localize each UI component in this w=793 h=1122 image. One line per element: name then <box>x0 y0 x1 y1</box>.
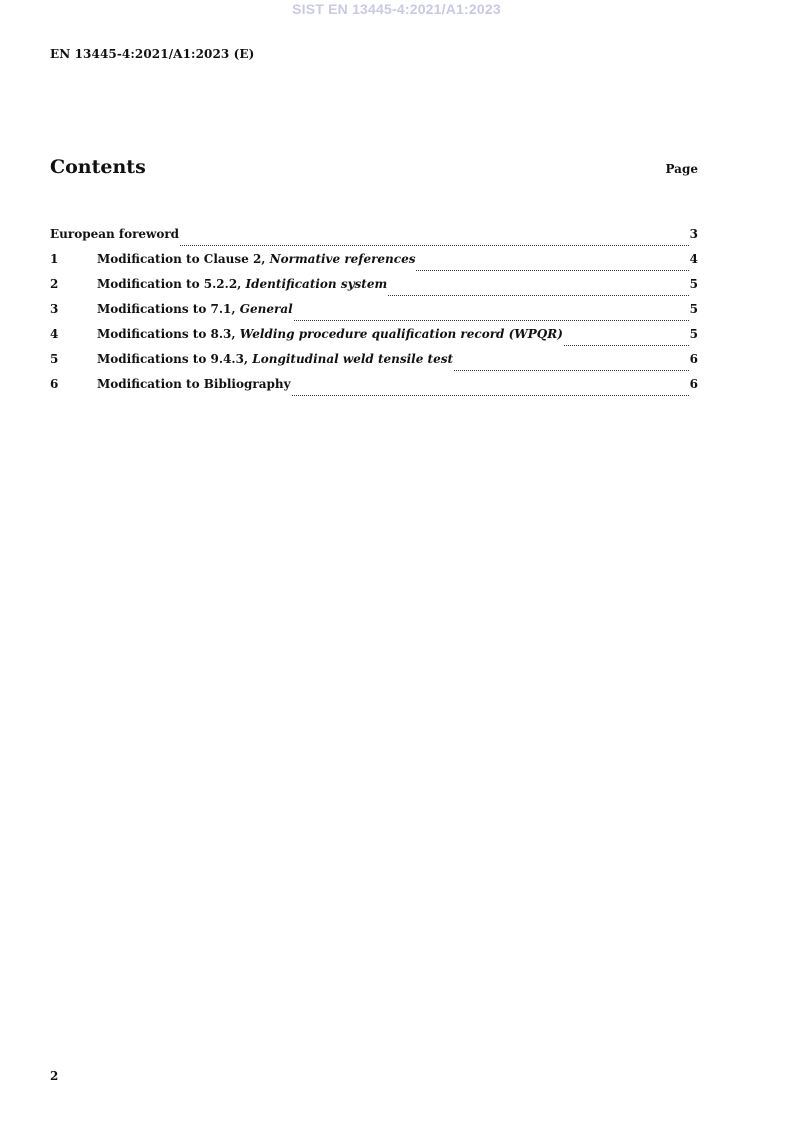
dot-leader <box>454 370 689 371</box>
contents-heading: Contents <box>50 156 146 178</box>
table-of-contents <box>50 227 698 402</box>
toc-entry-title: Modifications to 7.1, General <box>97 302 293 316</box>
toc-entry-title: Modifications to 9.4.3, Longitudinal weld tensile test <box>97 352 454 366</box>
toc-entry-6[interactable] <box>50 377 698 402</box>
dot-leader <box>564 345 689 346</box>
toc-entry-1[interactable] <box>50 252 698 277</box>
toc-entry-4[interactable] <box>50 327 698 352</box>
page-column-heading: Page <box>665 162 698 176</box>
document-identifier: EN 13445-4:2021/A1:2023 (E) <box>50 47 255 61</box>
dot-leader <box>294 320 689 321</box>
dot-leader <box>416 270 688 271</box>
toc-entry-page: 4 <box>689 252 698 266</box>
toc-entry-page: 5 <box>689 302 698 316</box>
watermark: SIST EN 13445-4:2021/A1:2023 <box>292 1 501 17</box>
toc-entry-page: 5 <box>689 327 698 341</box>
toc-entry-title: Modification to Clause 2, Normative references <box>97 252 416 266</box>
toc-entry-number: 4 <box>50 327 59 341</box>
page-number: 2 <box>50 1069 59 1083</box>
dot-leader <box>388 295 688 296</box>
toc-entry-title: Modification to Bibliography <box>97 377 291 391</box>
toc-entry-5[interactable] <box>50 352 698 377</box>
toc-entry-number: 1 <box>50 252 59 266</box>
toc-entry-number: 2 <box>50 277 59 291</box>
toc-entry-title: Modifications to 8.3, Welding procedure qualification record (WPQR) <box>97 327 563 341</box>
toc-entry-number: 3 <box>50 302 59 316</box>
toc-entry-page: 5 <box>689 277 698 291</box>
toc-entry-page: 6 <box>689 377 698 391</box>
toc-entry-title: Modification to 5.2.2, Identification system <box>97 277 388 291</box>
toc-entry-title: European foreword <box>50 227 180 241</box>
toc-entry-page: 3 <box>689 227 698 241</box>
toc-entry-3[interactable] <box>50 302 698 327</box>
toc-entry-number: 6 <box>50 377 59 391</box>
toc-entry-2[interactable] <box>50 277 698 302</box>
dot-leader <box>292 395 689 396</box>
toc-entry-page: 6 <box>689 352 698 366</box>
toc-entry-european-foreword[interactable] <box>50 227 698 252</box>
toc-entry-number: 5 <box>50 352 59 366</box>
dot-leader <box>180 245 689 246</box>
